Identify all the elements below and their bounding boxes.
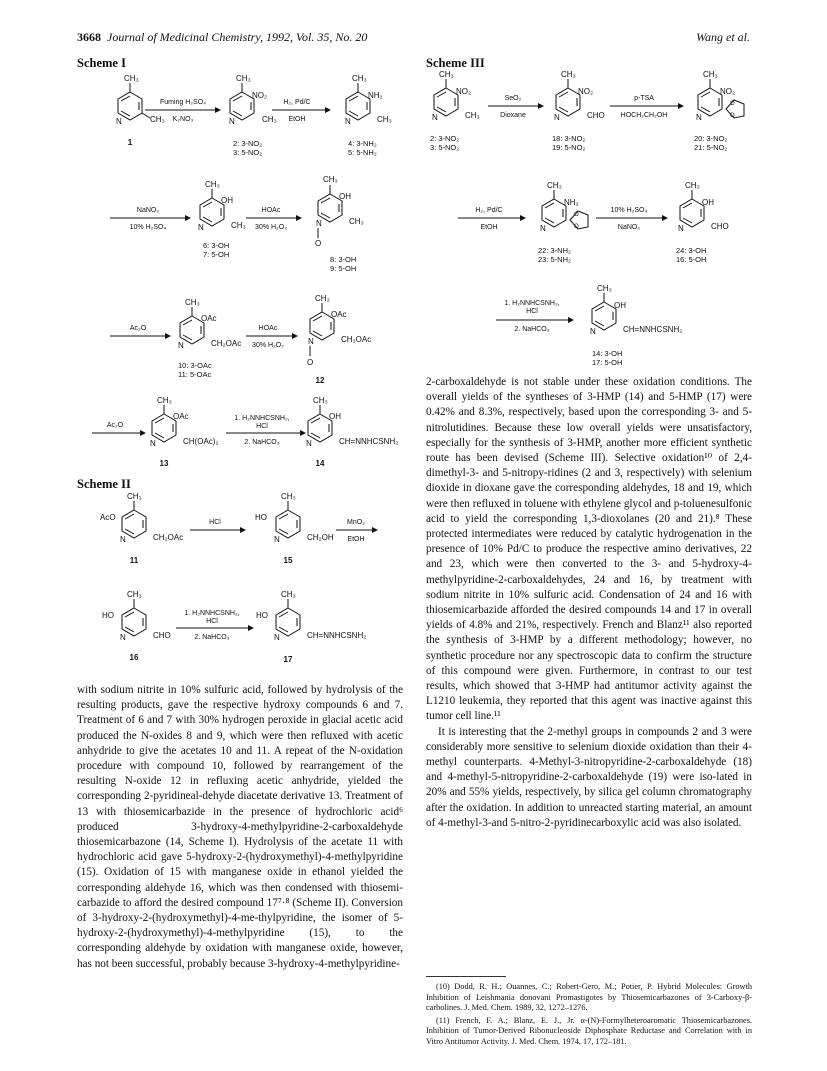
atom-n: N — [696, 113, 702, 122]
cmpd-2-label: 2: 3-NO₂ — [233, 139, 263, 148]
arrow-reagent: Fuming H₂SO₄ — [159, 99, 207, 106]
cmpd-17-label: 17: 5-OH — [592, 358, 623, 367]
arrow-reagent: NaNO₂ — [136, 207, 160, 214]
arrow-reagent: 1. H₂NNHCSNH₂, — [234, 415, 290, 422]
atom-oh: OH — [702, 198, 714, 207]
arrow-reagent: H₂, Pd/C — [475, 207, 503, 214]
cmpd-9-label: 9: 5-OH — [330, 264, 357, 273]
atom-n: N — [150, 439, 156, 448]
arrow-reagent: HCl — [526, 308, 538, 315]
atom-n: N — [554, 113, 560, 122]
scheme-ii-label: Scheme II — [77, 477, 131, 491]
atom-n: N — [678, 224, 684, 233]
atom-tsc: CH=NNHCSNH₂ — [307, 631, 367, 640]
arrow-condition: 10% H₂SO₄ — [129, 224, 167, 231]
cmpd-15-structure — [255, 492, 334, 565]
atom-oh: OH — [614, 301, 626, 310]
arrow-condition: 2. NaHCO₃ — [514, 326, 550, 333]
arrow-condition: EtOH — [288, 116, 306, 123]
body-paragraph: It is interesting that the 2-methyl groups in compounds 2 and 3 were considerably more sensitive to selenium dioxide oxidation than their 4-methyl counterparts. 4-Methyl-3-nitropyridine-2-carboxaldehyde (18) and 4-methyl-5-nitropyridine-2-carboxaldehyde (19) were iso-lated in 20% and 55% yields, respectively, by silica gel column chromatography after the oxidation. In addition to unreacted starting material, an amount of 4-methyl-3-and 5-nitro-2-pyridinecarboxylic acid was also isolated. — [426, 725, 752, 829]
cmpd-4-label: 4: 3-NH₂ — [348, 139, 377, 148]
arrow-reagent: HOAc — [261, 207, 281, 214]
atom-cho: CHO — [587, 111, 605, 120]
atom-oh: OH — [339, 192, 351, 201]
arrow-reagent: HCl — [256, 423, 268, 430]
body-paragraph: 2-carboxaldehyde is not stable under these oxidation conditions. The overall yields of the syntheses of 3-HMP (14) and 5-HMP (17) were 0.42% and 8.3%, respectively, based upon the corresponding 3- and 5-nitrolutidines. Because these low overall yields were unsatisfactory, especially for the synthesis of 3-HMP, another more efficient synthetic route has been devised (Scheme III). Selective oxidation¹⁰ of 2,4-dimethyl-3- and 5-nitropy-ridines (2 and 3, respectively) with selenium dioxide in dioxane gave the corresponding aldehydes, 18 and 19, which were then refluxed in toluene with ethylene glycol and p-toluenesulfonic acid to yield the corresponding 1,3-dioxolanes (20 and 21).⁸ These protected intermediates were reduced by catalytic hydrogenation in the presence of 10% Pd/C to produce the respective amino derivatives, 22 and 23, which were then converted to the 3- and 5-hydroxy-4-methylpyridine-2-carboxaldehydes, 24 and 16, by treatment with sodium nitrite in 10% sulfuric acid. Condensation of 24 and 16 with thiosemicarbazide afforded the desired compounds 14 and 17 in overall yields of 4.8% and 21%, respectively. French and Blanz¹¹ also reported the synthesis of 3-HMP by a different methodology; however, no synthetic procedure nor any spectroscopic data to confirm the structure of this compound were given. Furthermore, in contrast to our test results, which showed that 3-HMP had antitumor activity against the L1210 leukemia, they reported that this agent was inactive against this tumor cell line.¹¹ — [426, 376, 752, 723]
arrow-6 — [246, 325, 298, 349]
atom-ch3: CH₃ — [231, 221, 246, 230]
atom-o: O — [574, 224, 579, 230]
cmpd-20-structure — [694, 70, 744, 152]
arrow-7 — [92, 422, 146, 436]
atom-ch3: CH₃ — [205, 180, 220, 189]
atom-ch2oac: CH₂OAc — [153, 533, 184, 542]
atom-n: N — [274, 633, 280, 642]
atom-oac: OAc — [331, 310, 347, 319]
atom-ho: HO — [255, 513, 267, 522]
arrow-3 — [110, 207, 191, 231]
references — [426, 976, 752, 1050]
atom-o: O — [730, 113, 735, 119]
cmpd-17-structure — [256, 590, 366, 664]
cmpd-1-label: 1 — [127, 137, 133, 147]
cmpd-14-label: 14 — [315, 459, 325, 468]
arrow-reagent: H₂, Pd/C — [283, 99, 311, 106]
cmpd-14-label: 14: 3-OH — [592, 349, 623, 358]
arrow-condition: K₂NO₃ — [172, 116, 194, 123]
right-column — [426, 375, 752, 831]
cmpd-18-label: 18: 3-NO₂ — [552, 134, 586, 143]
atom-o: O — [574, 212, 579, 218]
atom-ch3: CH₃ — [281, 590, 296, 599]
atom-oh: OH — [221, 196, 233, 205]
arrow-reagent: MnO₂ — [347, 519, 365, 526]
arrow-reagent: Ac₂O — [106, 422, 124, 429]
cmpd-24-structure — [676, 181, 729, 264]
arrow-condition: Dioxane — [500, 112, 526, 119]
atom-ch3: CH₃ — [315, 294, 330, 303]
arrow-10 — [336, 519, 378, 543]
cmpd-11-label: 11 — [129, 556, 139, 565]
atom-ho: HO — [256, 611, 268, 620]
arrow-15 — [596, 207, 668, 231]
atom-aco: AcO — [100, 513, 116, 522]
cmpd-22-structure — [538, 181, 588, 264]
atom-tsc: CH=NNHCSNH₂ — [339, 437, 399, 446]
cmpd-4-structure — [345, 74, 392, 157]
atom-nh2: NH₂ — [564, 198, 579, 207]
atom-ch-oac2: CH(OAc)₂ — [183, 437, 219, 446]
left-column — [77, 683, 403, 972]
cmpd-16-structure — [102, 590, 171, 662]
cmpd-11-structure — [100, 492, 183, 565]
atom-oh: OH — [329, 412, 341, 421]
atom-ch3: CH₃ — [185, 298, 200, 307]
atom-n: N — [590, 327, 596, 336]
cmpd-13-structure — [150, 396, 219, 468]
cmpd-12-label: 12 — [315, 376, 325, 385]
arrow-reagent: 1. H₂NNHCSNH₂, — [184, 610, 240, 617]
atom-no2: NO₂ — [578, 87, 594, 96]
atom-n: N — [308, 337, 314, 346]
arrow-2 — [272, 99, 331, 123]
atom-ch3: CH₃ — [703, 70, 718, 79]
atom-ch3: CH₃ — [685, 181, 700, 190]
cmpd-3-label: 3: 5-NO₂ — [233, 148, 263, 157]
cmpd-23-label: 23: 5-NH₂ — [538, 255, 571, 264]
cmpd-12-structure — [307, 294, 371, 385]
cmpd-14-structure — [590, 284, 682, 367]
cmpd-24-label: 24: 3-OH — [676, 246, 707, 255]
atom-oac: OAc — [201, 314, 217, 323]
cmpd-22-label: 22: 3-NH₂ — [538, 246, 571, 255]
atom-n: N — [316, 219, 322, 228]
atom-ch3: CH₃ — [127, 492, 142, 501]
arrow-13 — [610, 95, 684, 119]
atom-n: N — [306, 439, 312, 448]
atom-ch3: CH₃ — [597, 284, 612, 293]
arrow-condition: 30% H₂O₂ — [252, 342, 284, 349]
atom-n: N — [120, 535, 126, 544]
arrow-14 — [458, 207, 526, 231]
atom-ch3: CH₃ — [561, 70, 576, 79]
atom-o: O — [315, 239, 322, 248]
arrow-reagent: HCl — [206, 618, 218, 625]
running-authors: Wang et al. — [696, 30, 750, 44]
scheme-iii-label: Scheme III — [426, 56, 485, 70]
atom-n: N — [274, 535, 280, 544]
body-paragraph: with sodium nitrite in 10% sulfuric acid, followed by hydrolysis of the resulting products, gave the respective hydroxy compounds 6 and 7. Treatment of 6 and 7 with 30% hydrogen peroxide in glacial acetic acid produced the N-oxides 8 and 9, which were then refluxed with acetic anhydride to give the acetates 10 and 11. A repeat of the N-oxidation procedure with compound 10, followed by rearrangement of the resulting N-oxide 12 in refluxing acetic anhydride, yielded the corresponding 2-pyridineal-dehyde diacetate derivative 13. Treatment of 13 with thiosemicarbazide in the presence of hydrochloric acid⁶ produced 3-hydroxy-4-methylpyridine-2-carboxaldehyde thiosemicarbazone (14, Scheme I). Hydrolysis of the acetate 11 with hydrochloric acid gave 5-hydroxy-2-(hydroxymethyl)-4-methylpyridine (15). Oxidation of 15 with manganese oxide in ethanol yielded the corresponding aldehyde 16, which was then condensed with thiosemi-carbazide to afford the desired compound 17⁷·⁸ (Scheme II). Conversion of 3-hydroxy-2-(hydroxymethyl)-4-me-thylpyridine, the isomer of 5-hydroxy-2-(hydroxymethyl)-4-methylpyridine (15), to the corresponding aldehyde by oxidation with manganese oxide, however, has not been successful, probably because 3-hydroxy-4-methylpyridine- — [77, 684, 403, 970]
arrow-4 — [246, 207, 302, 231]
cmpd-17-label: 17 — [283, 655, 293, 664]
cmpd-7-label: 7: 5-OH — [203, 250, 230, 259]
atom-n: N — [345, 117, 351, 126]
atom-n: N — [229, 117, 235, 126]
atom-ch2oac: CH₂OAc — [341, 335, 372, 344]
atom-ch3: CH₃ — [465, 111, 480, 120]
atom-ch3: CH₃ — [323, 175, 338, 184]
atom-ch3: CH₃ — [349, 217, 364, 226]
cmpd-16-label: 16: 5-OH — [676, 255, 707, 264]
cmpd-5-label: 5: 5-NH₂ — [348, 148, 377, 157]
arrow-condition: 2. NaHCO₃ — [244, 439, 280, 446]
journal-citation: Journal of Medicinal Chemistry, 1992, Vol. 35, No. 20 — [107, 30, 368, 44]
cmpd-19-label: 19: 5-NO₂ — [552, 143, 586, 152]
arrow-reagent: SeO₂ — [504, 95, 522, 102]
arrow-condition: EtOH — [347, 536, 365, 543]
atom-ch3: CH₃ — [127, 590, 142, 599]
atom-ch2oac: CH₂OAc — [211, 339, 242, 348]
cmpd-16-label: 16 — [129, 653, 139, 662]
atom-ch3: CH₃ — [313, 396, 328, 405]
arrow-reagent: HCl — [209, 519, 221, 526]
arrow-11 — [176, 610, 254, 641]
atom-nh2: NH₂ — [368, 91, 383, 100]
atom-ch3: CH₃ — [236, 74, 251, 83]
atom-cho: CHO — [711, 222, 729, 231]
cmpd-6-structure — [198, 180, 246, 259]
cmpd-8-structure — [315, 175, 364, 273]
cmpd-8-label: 8: 3-OH — [330, 255, 357, 264]
arrow-5 — [110, 325, 171, 339]
atom-ch3: CH₃ — [150, 115, 165, 124]
reference-11: (11) French, F. A.; Blanz, E. J., Jr. α-(N)-Formylheteroaromatic Thiosemicarbazones. Inhibition of Tumor-Derived Ribonucleoside Diphosphate Reductase and Correlation with in Vitro Antitumor Activity. J. Med. Chem. 1974, 17, 172–181. — [426, 1015, 752, 1046]
page-number: 3668 — [77, 30, 101, 44]
arrow-reagent: HOAc — [258, 325, 278, 332]
arrow-condition: HOCH₂CH₂OH — [620, 112, 668, 119]
atom-o: O — [307, 358, 314, 367]
arrow-9 — [190, 519, 246, 533]
atom-ch3: CH₃ — [439, 70, 454, 79]
arrow-16 — [496, 300, 574, 333]
cmpd-3-label: 3: 5-NO₂ — [430, 143, 460, 152]
cmpd-2-structure — [430, 70, 480, 152]
atom-no2: NO₂ — [252, 91, 268, 100]
atom-ch3: CH₃ — [124, 74, 139, 83]
cmpd-10-structure — [178, 298, 241, 379]
atom-n: N — [116, 117, 122, 126]
cmpd-20-label: 20: 3-NO₂ — [694, 134, 728, 143]
cmpd-21-label: 21: 5-NO₂ — [694, 143, 728, 152]
cmpd-18-structure — [552, 70, 605, 152]
cmpd-11-label: 11: 5-OAc — [178, 370, 212, 379]
arrow-8 — [226, 415, 306, 446]
arrow-reagent: Ac₂O — [129, 325, 147, 332]
scheme-i-label: Scheme I — [77, 56, 126, 70]
cmpd-10-label: 10: 3-OAc — [178, 361, 212, 370]
reference-10: (10) Dodd, R. H.; Ouannes, C.; Robert-Gero, M.; Potier, P. Hybrid Molecules: Growth Inhibition of Leishmania donovani Promastigotes by Thiosemicarbazones of 3-Carboxy-β-carbolines. J. Med. Chem. 1989, 32, 1272–1276. — [426, 982, 752, 1013]
cmpd-13-label: 13 — [159, 459, 169, 468]
arrow-reagent: 1. H₂NNHCSNH₂, — [504, 300, 560, 307]
atom-tsc: CH=NNHCSNH₂ — [623, 325, 683, 334]
atom-oac: OAc — [173, 412, 189, 421]
atom-n: N — [540, 224, 546, 233]
atom-o: O — [730, 101, 735, 107]
arrow-condition: EtOH — [480, 224, 498, 231]
atom-ch3: CH₃ — [547, 181, 562, 190]
atom-n: N — [120, 633, 126, 642]
atom-ch3: CH₃ — [281, 492, 296, 501]
atom-no2: NO₂ — [456, 87, 472, 96]
arrow-condition: 30% H₂O₂ — [255, 224, 287, 231]
atom-ho: HO — [102, 611, 114, 620]
atom-ch3: CH₃ — [377, 115, 392, 124]
atom-ch3: CH₃ — [352, 74, 367, 83]
atom-n: N — [178, 341, 184, 350]
arrow-condition: 2. NaHCO₃ — [194, 634, 230, 641]
atom-n: N — [432, 113, 438, 122]
cmpd-2-label: 2: 3-NO₂ — [430, 134, 460, 143]
footnote-rule — [426, 976, 506, 977]
atom-ch3: CH₃ — [157, 396, 172, 405]
atom-no2: NO₂ — [720, 87, 736, 96]
cmpd-6-label: 6: 3-OH — [203, 241, 230, 250]
arrow-condition: NaNO₂ — [617, 224, 641, 231]
atom-n: N — [198, 223, 204, 232]
arrow-12 — [488, 95, 544, 119]
atom-ch2oh: CH₂OH — [307, 533, 334, 542]
atom-ch3: CH₃ — [262, 115, 277, 124]
arrow-reagent: p-TSA — [634, 95, 654, 102]
cmpd-14-structure — [306, 396, 398, 468]
atom-cho: CHO — [153, 631, 171, 640]
arrow-reagent: 10% H₂SO₄ — [610, 207, 648, 214]
cmpd-2-structure — [229, 74, 277, 157]
cmpd-15-label: 15 — [283, 556, 293, 565]
